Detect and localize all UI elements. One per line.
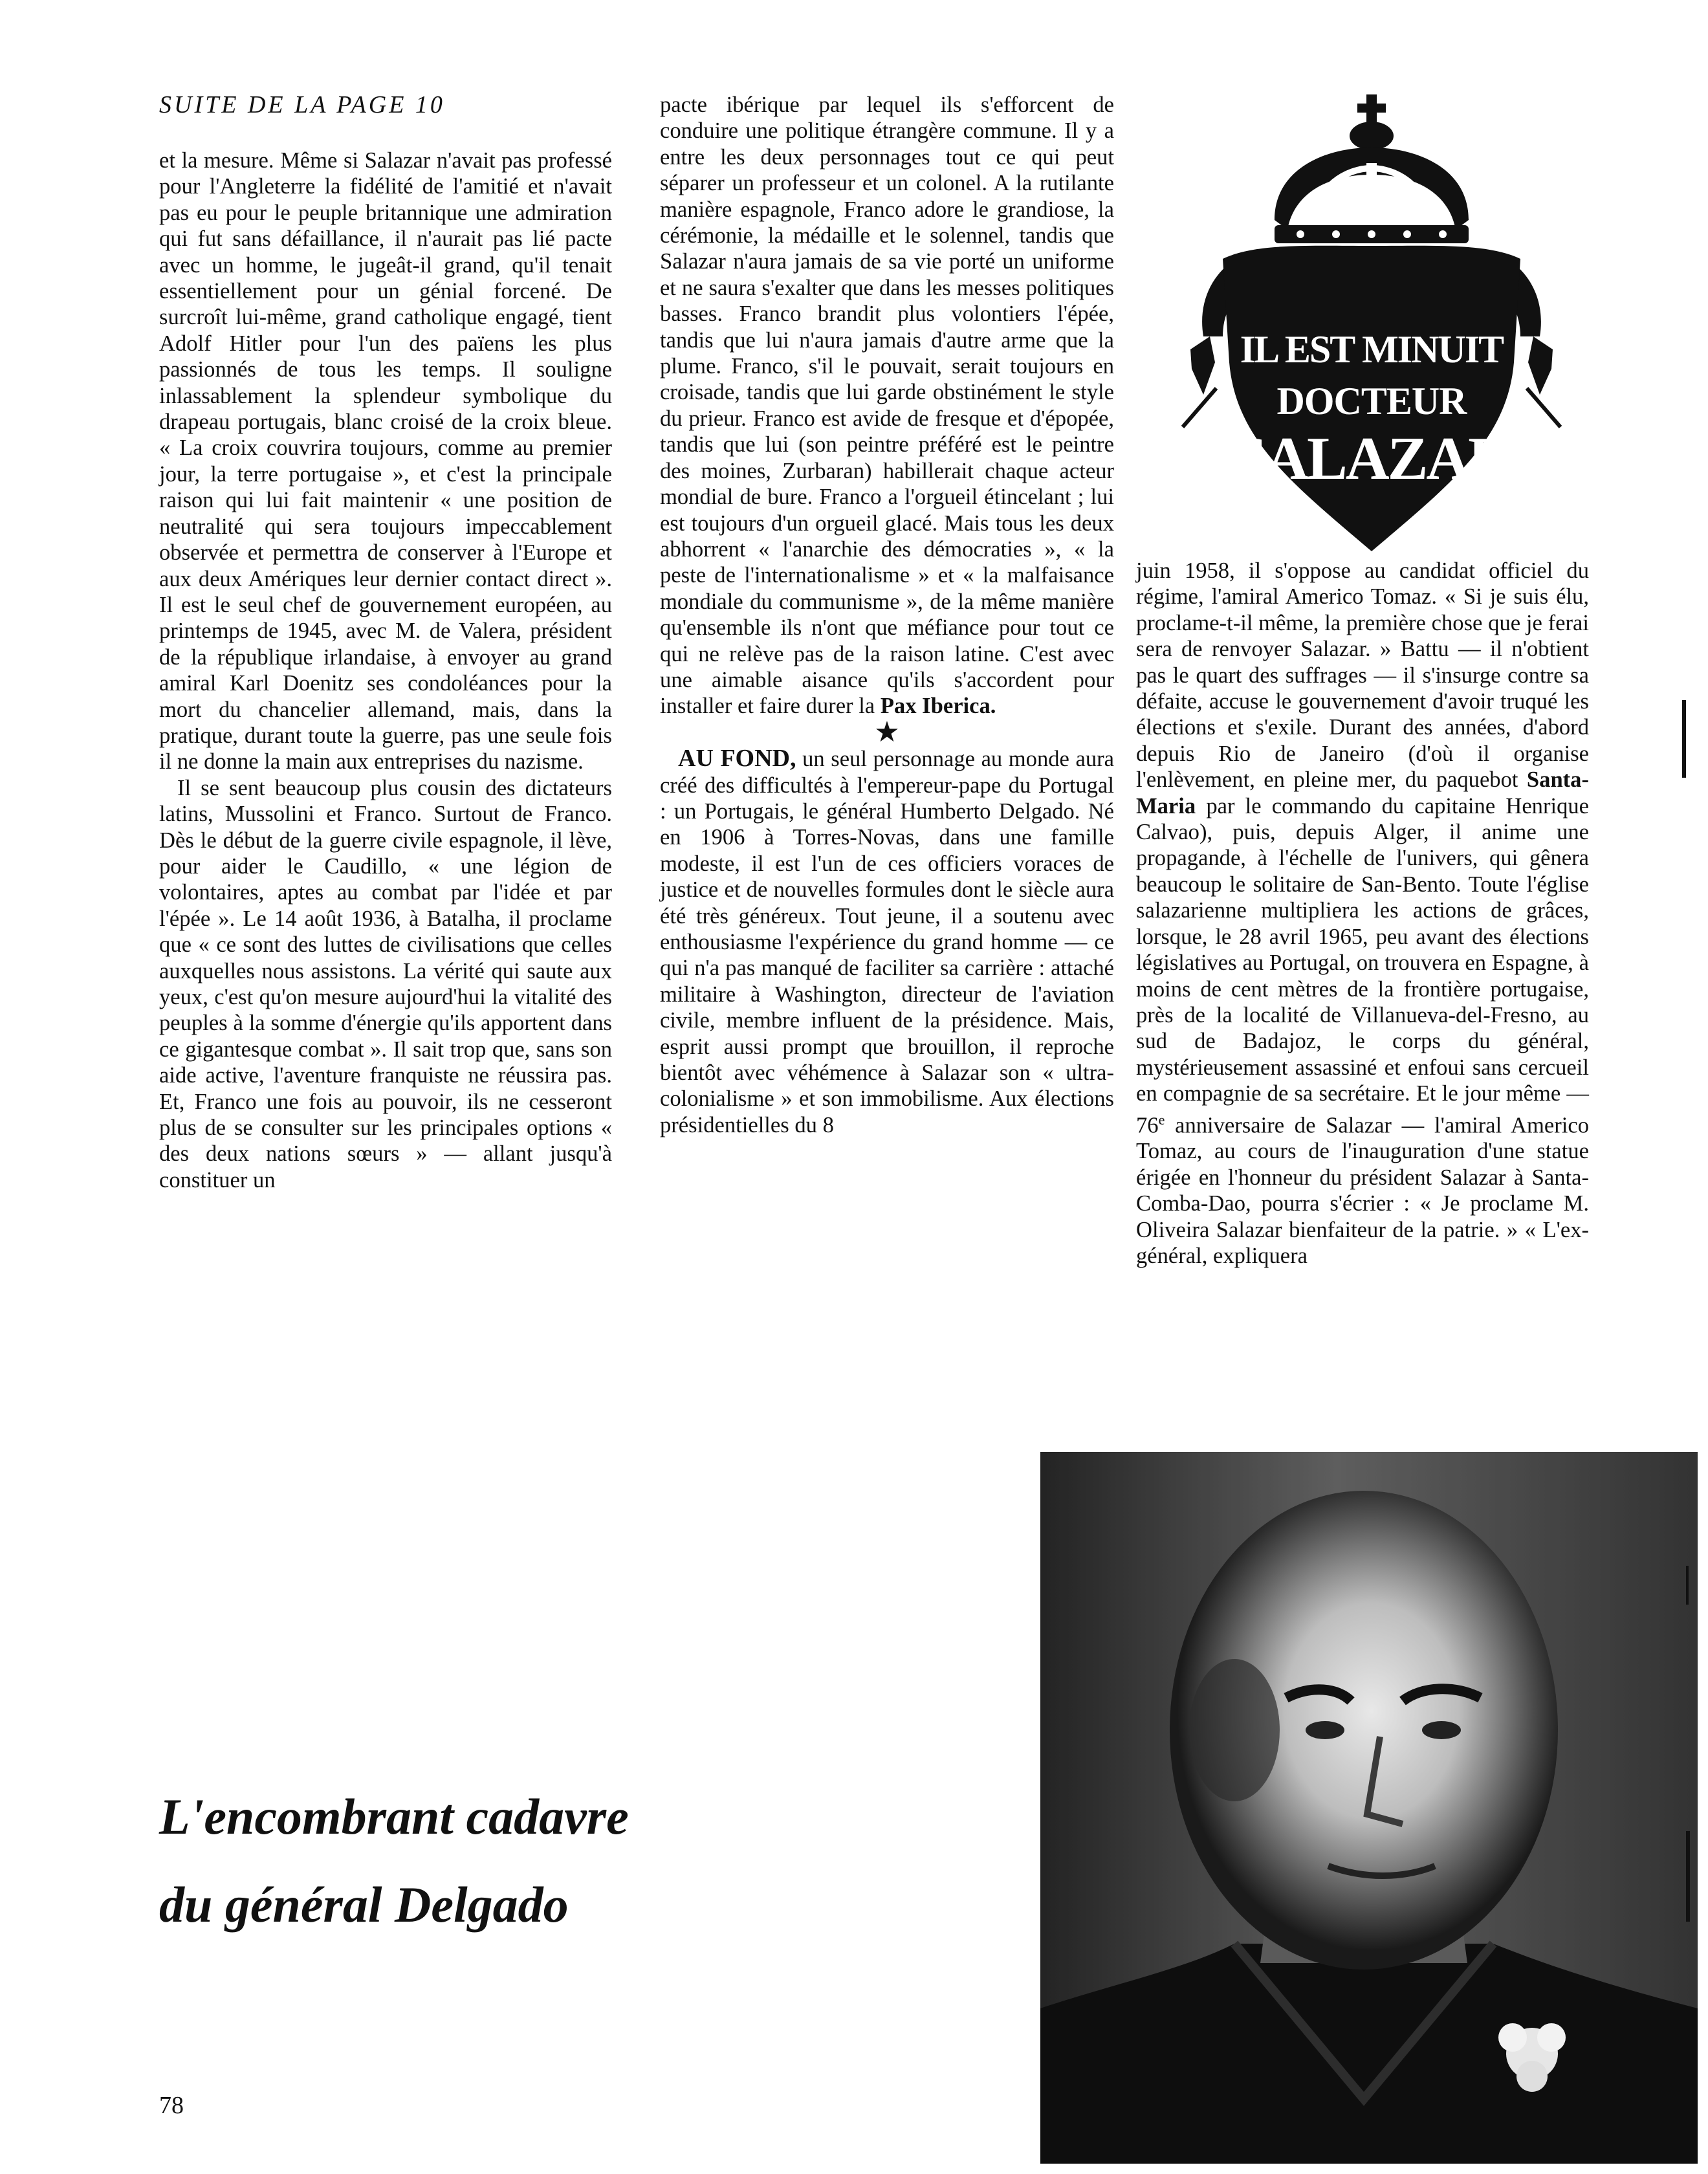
portrait-photo [1040,1452,1698,2164]
crown-shield-emblem [1177,91,1566,558]
emblem-title-line-3: SALAZAR [1232,425,1511,492]
subtitle-line-2: du général Delgado [159,1876,569,1933]
article-column-2 [660,92,1114,1138]
lead-in: AU FOND, [678,745,796,773]
ship-name: Santa-Maria [1136,767,1589,818]
emblem-title-line-1: IL EST MINUIT [1240,328,1504,371]
scan-margin-mark [1686,1566,1689,1605]
article-column-1 [159,148,612,1193]
subtitle-line-1: L'encombrant cadavre [159,1788,629,1845]
paragraph: et la mesure. Même si Salazar n'avait pas professé pour l'Angleterre la fidélité de l'amitié et n'avait pas eu pour le peuple britannique une admiration qui fut sans défaillance, il n'aurait pas lié pacte avec un homme, le jugeât-il grand, qu'il tenait essentiellement pour un génial forcené. De surcroît lui-même, grand catholique engagé, tient Adolf Hitler pour l'un des païens les plus passionnés de tous les temps. Il souligne inlassablement la splendeur symbolique du drapeau portugais, blanc croisé de la croix bleue. « La croix couvrira toujours, comme au premier jour, la terre portugaise », et c'est la principale raison qui lui fait maintenir « une position de neutralité qui sera toujours impeccablement observée et permettra de conserver à l'Europe et aux deux Amériques leur dernier contact direct ». Il est le seul chef de gouvernement européen, au printemps de 1945, avec M. de Valera, président de la république irlandaise, à envoyer au grand amiral Karl Doenitz ses condoléances pour la mort du chancelier allemand, mais, dans la pratique, durant toute la guerre, pas une seule fois il ne donne la main aux entreprises du nazisme. [159,148,612,774]
paragraph [660,745,1114,1138]
article-column-3 [1136,558,1589,1269]
paragraph-text: par le commando du capitaine Henrique Calvao), puis, depuis Alger, il anime une propagande, à l'échelle de l'univers, qui gênera beaucoup le solitaire de San-Bento. Toute l'église salazarienne multipliera les actions de grâces, lorsque, le 28 avril 1965, peu avant des élections législatives au Portugal, on trouvera en Espagne, à moins de cent mètres de la frontière portugaise, près de la localité de Villanueva-del-Fresno, au sud de Badajoz, le corps du général, mystérieusement assassiné et enfoui sans cercueil en compagnie de sa secrétaire. Et le jour même — [1136,793,1589,1106]
paragraph [1136,558,1589,1269]
anniversary-number: 76 [1136,1113,1159,1138]
paragraph: Il se sent beaucoup plus cousin des dictateurs latins, Mussolini et Franco. Surtout de Franco. Dès le début de la guerre civile espagnole, il lève, pour aider le Caudillo, « une légion de volontaires, aptes au combat par l'idée et par l'épée ». Le 14 août 1936, à Batalha, il proclame que « ce sont des luttes de civilisations que celles auxquelles nous assistons. La vérité qui saute aux yeux, c'est qu'on mesure aujourd'hui la vitalité des peuples à la somme d'énergie qu'ils apportent dans ce gigantesque combat ». Il sait trop que, sans son aide active, l'aventure franquiste ne réussira pas. Et, Franco une fois au pouvoir, ils ne cesseront plus de se consulter sur les principales options « des deux nations sœurs » — allant jusqu'à constituer un [159,775,612,1192]
scan-margin-mark [1682,700,1686,778]
section-subtitle [159,1773,1013,1949]
paragraph-text: un seul personnage au monde aura créé des difficultés à l'empereur-pape du Portugal : un Portugais, le général Humberto Delgado. Né en 1906 à Torres-Novas, dans une famille modeste, il est l'un de ces officiers voraces de justice et de nouvelles formules dont le siècle aura été très généreux. Tout jeune, il a soutenu avec enthousiasme l'expérience du grand homme — ce qui n'a pas manqué de faciliter sa carrière : attaché militaire à Washington, directeur de l'aviation civile, membre influent de la présidence. Mais, esprit aussi prompt que brouillon, il reproche bientôt avec véhémence à Salazar son « ultra-colonialisme » et son immobilisme. Aux élections présidentielles du 8 [660,747,1114,1137]
continuation-kicker: SUITE DE LA PAGE 10 [159,91,445,118]
page-number: 78 [159,2092,184,2119]
pax-iberica-term: Pax Iberica. [880,694,996,719]
section-break-star: ★ [874,716,900,748]
paragraph-text: anniversaire de Salazar — l'amiral Americo Tomaz, au cours de l'inauguration d'une statue érigée en l'honneur du président Salazar à Santa-Comba-Dao, pourra s'écrier : « Je proclame M. Oliveira Salazar bienfaiteur de la patrie. » « L'ex-général, expliquera [1136,1113,1589,1269]
scan-margin-mark [1686,1831,1690,1922]
anniversary-ordinal: e [1158,1111,1165,1128]
crown-icon [1275,94,1469,243]
paragraph-text: pacte ibérique par lequel ils s'efforcent de conduire une politique étrangère commune. Il y a entre les deux personnages tout ce qui peut séparer un professeur et un colonel. A la rutilante manière espagnole, Franco adore le grandiose, la cérémonie, la médaille et le solennel, tandis que Salazar n'aura jamais de sa vie porté un uniforme et ne saura s'exalter que dans les messes politiques basses. Franco brandit plus volontiers l'épée, tandis que lui n'aura jamais d'autre arme que la plume. Franco, s'il le pouvait, serait toujours en croisade, tandis que lui garde obstinément le style du prieur. Franco est avide de fresque et d'épopée, tandis que lui (son peintre préféré est le peintre des moines, Zurbaran) habillerait chaque acteur mondial de bure. Franco a l'orgueil étincelant ; lui est toujours d'un orgueil glacé. Mais tous les deux abhorrent « l'anarchie des démocraties », « la peste de l'internationalisme » et « la malfaisance mondiale du communisme », de la même manière qu'ensemble ils n'ont que méfiance pour tout ce qui ne relève pas de la raison latine. C'est avec une aimable aisance qu'ils s'accordent pour installer et faire durer la [660,93,1114,719]
paragraph-text: juin 1958, il s'oppose au candidat officiel du régime, l'amiral Americo Tomaz. « Si je suis élu, proclame-t-il même, la première chose que je ferai sera de renvoyer Salazar. » Battu — il n'obtient pas le quart des suffrages — il s'insurge contre sa défaite, accuse le gouvernement d'avoir truqué les élections et s'exile. Durant des années, d'abord depuis Rio de Janeiro (d'où il organise l'enlèvement, en pleine mer, du paquebot [1136,558,1589,793]
emblem-title-line-2: DOCTEUR [1276,380,1467,423]
paragraph [660,92,1114,719]
